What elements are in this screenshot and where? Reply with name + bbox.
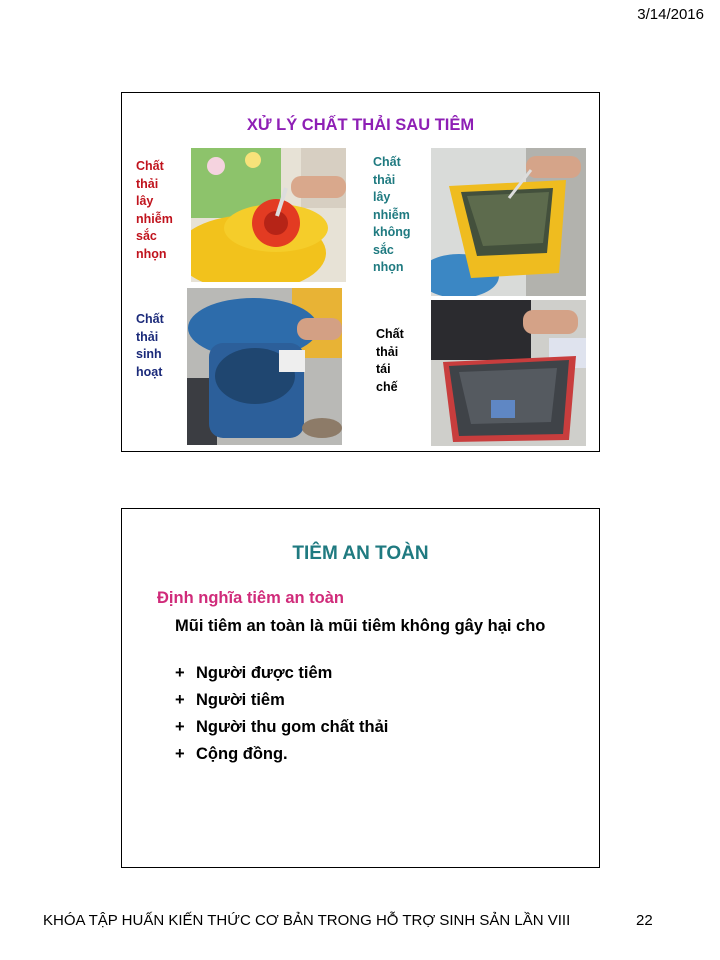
label-text: Chất thải sinh hoạt (136, 312, 164, 379)
bullet-text: Người tiêm (196, 691, 285, 709)
label-text: Chất thải tái chế (376, 327, 404, 394)
footer-text: KHÓA TẬP HUẤN KIẾN THỨC CƠ BẢN TRONG HỖ TRỢ SINH SẢN LẦN VIII (43, 912, 571, 929)
definition-text: Mũi tiêm an toàn là mũi tiêm không gây hại cho (175, 617, 546, 635)
page-number: 22 (636, 912, 653, 929)
photo-infectious-bin (431, 148, 586, 296)
label-text: Chất thải lây nhiễm sắc nhọn (136, 159, 173, 261)
photo-domestic-bin (187, 288, 342, 445)
slide-safe-injection (121, 508, 600, 868)
definition-heading: Định nghĩa tiêm an toàn (157, 589, 345, 607)
label-domestic-waste (136, 311, 164, 381)
list-item (175, 689, 388, 716)
photo-recycle-bin (431, 300, 586, 446)
bullet-text: Người được tiêm (196, 664, 333, 682)
bullet-marker: + (175, 745, 185, 763)
photo-sharps-container (191, 148, 346, 282)
list-item (175, 743, 388, 770)
slide1-title: XỬ LÝ CHẤT THẢI SAU TIÊM (246, 116, 475, 134)
bullet-text: Người thu gom chất thải (196, 718, 389, 736)
slide-date: 3/14/2016 (637, 6, 704, 23)
bullet-list (175, 662, 388, 770)
label-sharps-waste (136, 158, 173, 263)
label-infectious-waste (373, 154, 411, 277)
bullet-text: Cộng đồng. (196, 745, 288, 763)
list-item (175, 662, 388, 689)
label-recyclable-waste (376, 326, 404, 396)
slide2-title: TIÊM AN TOÀN (292, 543, 429, 564)
label-text: Chất thải lây nhiễm không sắc nhọn (373, 155, 411, 274)
slide-waste-handling (121, 92, 600, 452)
bullet-marker: + (175, 691, 185, 709)
bullet-marker: + (175, 664, 185, 682)
list-item (175, 716, 388, 743)
bullet-marker: + (175, 718, 185, 736)
